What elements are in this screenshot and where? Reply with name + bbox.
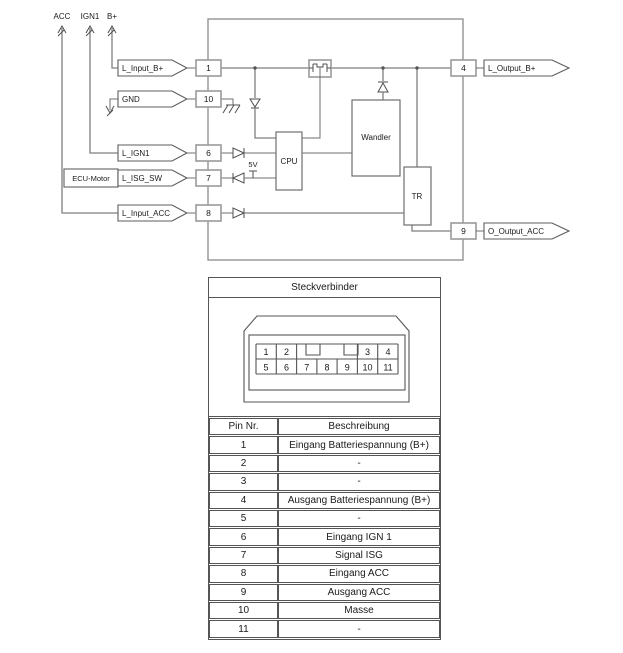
connector-pin-8: 8 xyxy=(324,362,330,373)
tr-output-wire xyxy=(412,225,451,231)
pin8-diode-icon xyxy=(233,208,244,218)
desc-cell: Ausgang Batteriespannung (B+) xyxy=(278,492,440,509)
desc-cell: - xyxy=(278,455,440,472)
desc-cell: Eingang IGN 1 xyxy=(278,528,440,545)
l-ign1-label: L_IGN1 xyxy=(122,149,150,158)
table-row xyxy=(209,528,440,545)
connector-pin-3: 3 xyxy=(364,347,371,357)
connector-pin-2: 2 xyxy=(283,347,290,357)
table-header-row xyxy=(209,418,440,435)
connector-pin-5: 5 xyxy=(263,362,269,373)
ign1-label: IGN1 xyxy=(80,12,100,21)
connector-pin-6: 6 xyxy=(283,362,290,373)
wandler-zener-icon xyxy=(378,82,388,92)
l-output-bplus-label: L_Output_B+ xyxy=(488,64,536,73)
table-row xyxy=(209,492,440,509)
ecu-motor-label: ECU-Motor xyxy=(72,174,110,183)
left-signal-flags xyxy=(118,60,196,221)
junction-dot xyxy=(381,66,384,69)
table-row xyxy=(209,584,440,601)
pin-description-table xyxy=(209,417,440,639)
connector-panel-title: Steckverbinder xyxy=(209,278,440,298)
wandler-label: Wandler xyxy=(361,133,391,142)
connector-panel xyxy=(208,277,441,417)
table-row xyxy=(209,565,440,582)
junction-dot xyxy=(415,66,418,69)
l-input-bplus-label: L_Input_B+ xyxy=(122,64,164,73)
5v-label: 5V xyxy=(248,160,258,169)
pin-cell: 4 xyxy=(209,492,278,509)
desc-cell: Eingang ACC xyxy=(278,565,440,582)
pin-cell: 5 xyxy=(209,510,278,527)
pin-number-8: 8 xyxy=(206,208,211,218)
junction-dot xyxy=(253,66,256,69)
acc-label: ACC xyxy=(53,12,71,21)
table-row xyxy=(209,436,440,453)
chassis-ground-wire xyxy=(221,99,233,105)
beschreibung-header: Beschreibung xyxy=(278,418,440,435)
connector-pin-7: 7 xyxy=(304,362,310,373)
5v-rail-icon xyxy=(249,171,257,178)
table-row xyxy=(209,455,440,472)
table-row xyxy=(209,473,440,490)
pin-number-9: 9 xyxy=(461,226,466,236)
desc-cell: - xyxy=(278,510,440,527)
pin6-diode-icon xyxy=(233,148,244,158)
gnd-lead-wire xyxy=(110,99,118,110)
table-row xyxy=(209,510,440,527)
connector-pin-10: 10 xyxy=(362,362,373,373)
pin-number-6: 6 xyxy=(206,148,211,158)
pin-description-table-wrap xyxy=(208,416,441,640)
pin-number-4: 4 xyxy=(461,63,466,73)
right-pin-boxes xyxy=(451,60,569,239)
pin-number-1: 1 xyxy=(206,63,211,73)
pin-cell: 2 xyxy=(209,455,278,472)
connector-pin-9: 9 xyxy=(344,362,350,373)
zener-diode-icon xyxy=(250,99,260,108)
tr-label: TR xyxy=(411,192,423,201)
pin-number-10: 10 xyxy=(203,94,214,104)
connector-drawing xyxy=(209,298,440,417)
pin-nr-header: Pin Nr. xyxy=(209,418,278,435)
desc-cell: Masse xyxy=(278,602,440,619)
connector-pin-1: 1 xyxy=(263,347,269,357)
table-row xyxy=(209,620,440,638)
desc-cell: - xyxy=(278,620,440,638)
chassis-ground-icon xyxy=(223,105,240,113)
pin-cell: 8 xyxy=(209,565,278,582)
o-output-acc-label: O_Output_ACC xyxy=(488,227,545,236)
pin7-diode-icon xyxy=(233,173,244,183)
pin-cell: 1 xyxy=(209,436,278,453)
pin-cell: 11 xyxy=(209,620,278,638)
pin-cell: 10 xyxy=(209,602,278,619)
l-isg-sw-label: L_ISG_SW xyxy=(122,174,163,183)
table-row xyxy=(209,602,440,619)
pin-cell: 6 xyxy=(209,528,278,545)
pin-number-7: 7 xyxy=(206,173,211,183)
connector-pin-11: 11 xyxy=(383,362,393,373)
table-row xyxy=(209,547,440,564)
desc-cell: Signal ISG xyxy=(278,547,440,564)
connector-pin-4: 4 xyxy=(385,347,391,357)
circuit-schematic xyxy=(0,0,623,272)
pin-cell: 7 xyxy=(209,547,278,564)
zener-to-cpu-wire xyxy=(255,108,276,138)
bplus-label: B+ xyxy=(106,12,118,21)
pin-cell: 9 xyxy=(209,584,278,601)
desc-cell: Ausgang ACC xyxy=(278,584,440,601)
desc-cell: Eingang Batteriespannung (B+) xyxy=(278,436,440,453)
cpu-label: CPU xyxy=(280,157,298,166)
gnd-label: GND xyxy=(122,95,140,104)
l-input-acc-label: L_Input_ACC xyxy=(122,209,171,218)
desc-cell: - xyxy=(278,473,440,490)
pin-cell: 3 xyxy=(209,473,278,490)
